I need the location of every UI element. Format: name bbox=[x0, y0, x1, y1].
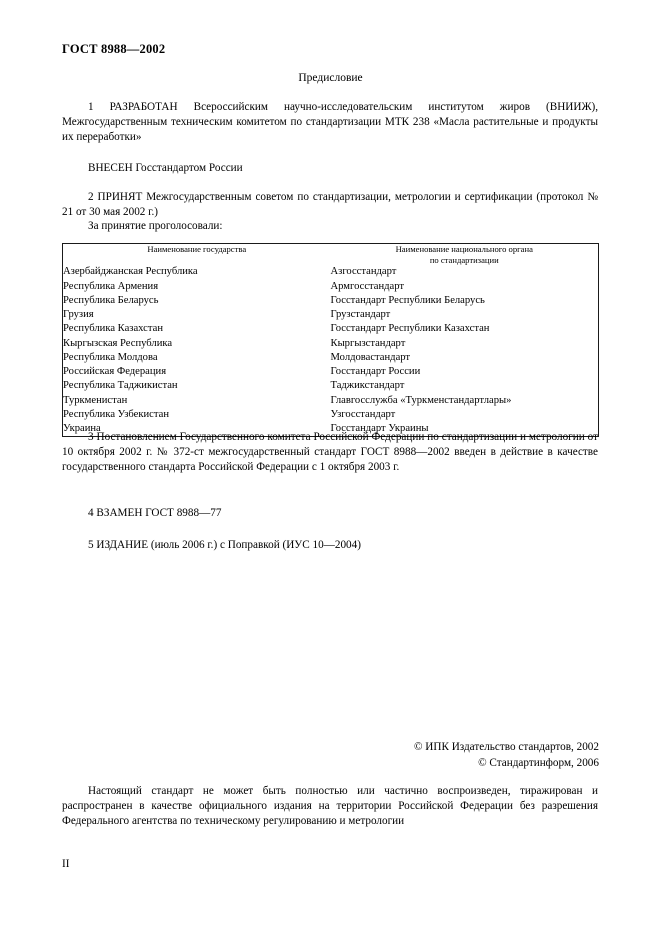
table-header-body-line1: Наименование национального органа bbox=[395, 244, 533, 254]
table-row bbox=[63, 265, 599, 436]
paragraph-item-1: 1 РАЗРАБОТАН Всероссийским научно-исследовательским институтом жиров (ВНИИЖ), Межгосударственным техническим комитетом по стандартизации МТК 238 «Масла растительные и продукты их переработки» bbox=[62, 101, 598, 143]
list-item: Республика Армения bbox=[63, 280, 159, 292]
paragraph-item-4: 4 ВЗАМЕН ГОСТ 8988—77 bbox=[88, 507, 222, 519]
table-header-body bbox=[331, 244, 599, 266]
list-item: Азербайджанская Республика bbox=[63, 266, 198, 278]
list-item: Российская Федерация bbox=[63, 366, 167, 378]
table-header-row bbox=[63, 244, 599, 266]
table-cell-states bbox=[63, 265, 331, 436]
list-item: Госстандарт Украины bbox=[330, 423, 429, 435]
page-number: II bbox=[62, 858, 70, 870]
list-item: Главгосслужба «Туркменстандартлары» bbox=[330, 394, 512, 406]
list-item: Молдовастандарт bbox=[330, 351, 411, 363]
table-header-body-line2: по стандартизации bbox=[429, 254, 499, 265]
table-cell-bodies bbox=[331, 265, 599, 436]
list-item: Госстандарт Республики Казахстан bbox=[330, 323, 490, 335]
member-states-table bbox=[62, 243, 599, 437]
list-item: Госстандарт Республики Беларусь bbox=[330, 294, 485, 306]
table-body bbox=[63, 265, 599, 436]
list-item: Грузстандарт bbox=[330, 309, 391, 321]
paragraph-item-2: 2 ПРИНЯТ Межгосударственным советом по стандартизации, метрологии и сертификации (протокол № 21 от 30 мая 2002 г.) bbox=[62, 191, 598, 218]
list-item: Грузия bbox=[63, 309, 94, 321]
reproduction-notice: Настоящий стандарт не может быть полностью или частично воспроизведен, тиражирован и распространен в качестве официального издания на территории Российской Федерации без разрешения Федерального агентства по техническому регулированию и метрологии bbox=[62, 785, 598, 827]
page-title: Предисловие bbox=[298, 72, 363, 84]
list-item: Армгосстандарт bbox=[330, 280, 405, 292]
list-item: Кыргызская Республика bbox=[63, 337, 173, 349]
list-item: Республика Таджикистан bbox=[63, 380, 178, 392]
list-item: Украина bbox=[63, 423, 101, 435]
copyright-block bbox=[414, 740, 599, 772]
paragraph-item-3: 3 Постановлением Государственного комитета Российской Федерации по стандартизации и метрологии от 10 октября 2002 г. № 372-ст межгосударственный стандарт ГОСТ 8988—2002 введен в действие в качестве государственного стандарта Российской Федерации с 1 октября 2003 г. bbox=[62, 431, 598, 473]
list-item: Республика Беларусь bbox=[63, 294, 159, 306]
list-item: Азгосстандарт bbox=[330, 266, 397, 278]
paragraph-voted-label: За принятие проголосовали: bbox=[88, 220, 223, 232]
paragraph-submitted-by: ВНЕСЕН Госстандартом России bbox=[88, 162, 243, 174]
list-item: Республика Казахстан bbox=[63, 323, 164, 335]
list-item: Туркменистан bbox=[63, 394, 128, 406]
standard-number-header: ГОСТ 8988—2002 bbox=[62, 42, 166, 56]
list-item: Узгосстандарт bbox=[330, 408, 396, 420]
list-item: Кыргызстандарт bbox=[330, 337, 406, 349]
list-item: Республика Молдова bbox=[63, 351, 158, 363]
copyright-line-1: © ИПК Издательство стандартов, 2002 bbox=[413, 741, 599, 753]
table-header-state: Наименование государства bbox=[147, 244, 247, 254]
list-item: Республика Узбекистан bbox=[63, 408, 170, 420]
list-item: Таджикстандарт bbox=[330, 380, 405, 392]
copyright-line-2: © Стандартинформ, 2006 bbox=[478, 756, 599, 769]
paragraph-item-5: 5 ИЗДАНИЕ (июль 2006 г.) с Поправкой (ИУС 10—2004) bbox=[88, 539, 361, 551]
list-item: Госстандарт России bbox=[330, 366, 421, 378]
